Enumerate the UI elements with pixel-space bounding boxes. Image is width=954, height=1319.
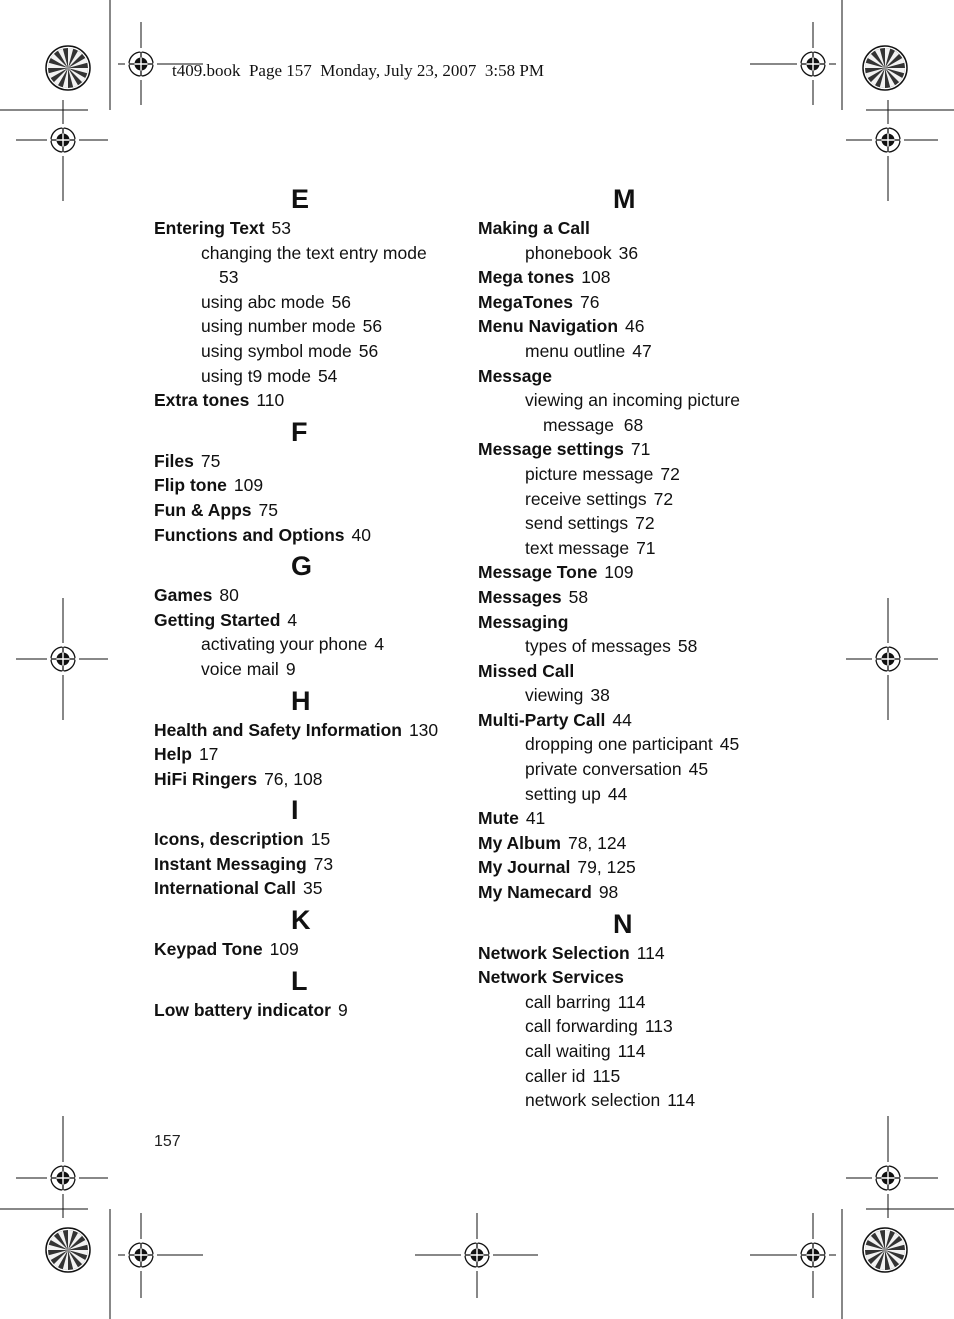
index-page-ref: 53 — [219, 267, 239, 288]
index-page-ref: 44 — [612, 709, 632, 730]
book-header: t409.book Page 157 Monday, July 23, 2007 3:58 PM — [172, 61, 544, 80]
index-page-ref: 75 — [200, 450, 221, 471]
index-subterm: voice mail — [201, 658, 279, 679]
index-page-ref: 76, 108 — [264, 768, 323, 789]
index-term: Instant Messaging — [154, 853, 307, 874]
index-term: Flip tone — [154, 475, 227, 496]
index-page-ref: 78, 124 — [567, 832, 627, 853]
index-page-ref: 114 — [617, 1041, 646, 1061]
index-entry — [154, 998, 454, 1023]
index-term: Messaging — [478, 611, 569, 632]
index-subterm: viewing — [525, 685, 584, 706]
index-subterm: call barring — [525, 991, 611, 1012]
index-subterm: activating your phone — [201, 634, 368, 655]
index-subterm: types of messages — [525, 636, 671, 657]
index-term: My Album — [478, 832, 561, 853]
index-term: Network Services — [478, 967, 624, 988]
index-subentry — [154, 657, 454, 682]
index-entry — [154, 876, 454, 901]
index-subentry — [478, 1014, 778, 1039]
index-letter-heading: F — [291, 416, 308, 447]
index-subterm: send settings — [525, 513, 629, 534]
index-page-ref: 130 — [408, 719, 439, 740]
index-entry — [154, 827, 454, 852]
index-subentry — [478, 487, 778, 512]
index-term: Games — [154, 585, 213, 606]
index-page-ref: 113 — [644, 1016, 673, 1037]
index-entry — [154, 937, 454, 962]
index-page-ref: 17 — [198, 744, 219, 765]
index-page-ref: 115 — [592, 1065, 621, 1086]
index-letter-heading: I — [291, 795, 299, 826]
index-term: Network Selection — [478, 942, 630, 963]
index-subterm: using abc mode — [201, 291, 325, 312]
index-page-ref: 75 — [258, 499, 279, 520]
index-subentry — [154, 290, 454, 315]
index-letter-heading: L — [291, 965, 308, 996]
index-subentry — [478, 1039, 778, 1064]
index-subentry — [478, 241, 778, 266]
index-subentry — [478, 462, 778, 487]
index-subterm: caller id — [525, 1065, 586, 1086]
index-page-ref: 109 — [269, 939, 299, 960]
index-entry — [154, 742, 454, 767]
index-subentry — [478, 388, 778, 413]
index-entry — [478, 265, 778, 290]
index-subentry — [478, 536, 778, 561]
index-entry — [478, 560, 778, 585]
index-page-ref: 80 — [219, 585, 239, 606]
index-page-ref: 76 — [579, 291, 600, 312]
index-entry — [478, 831, 778, 856]
index-page-ref: 79, 125 — [577, 857, 636, 878]
index-entry — [478, 880, 778, 905]
index-page-ref: 58 — [568, 586, 589, 607]
index-entry — [478, 314, 778, 339]
index-page-ref: 41 — [525, 808, 546, 829]
index-entry — [154, 216, 454, 241]
index-term: Icons, description — [154, 829, 304, 850]
index-subterm: picture message — [525, 463, 654, 484]
index-term: MegaTones — [478, 291, 573, 312]
index-subterm: viewing an incoming picture — [525, 390, 740, 411]
index-subterm: network selection — [525, 1090, 661, 1111]
index-subentry-continuation — [154, 265, 454, 290]
index-page-ref: 9 — [285, 658, 296, 679]
index-page-ref: 35 — [302, 878, 323, 899]
index-term: Health and Safety Information — [154, 719, 402, 740]
index-subentry — [478, 683, 778, 708]
index-term: Mega tones — [478, 267, 575, 288]
index-subterm: receive settings — [525, 488, 647, 509]
index-term: Low battery indicator — [154, 999, 331, 1020]
index-page-ref: 47 — [632, 340, 652, 361]
index-page-ref: 72 — [635, 513, 655, 534]
index-term: Menu Navigation — [478, 316, 619, 337]
index-page-ref: 56 — [331, 291, 352, 312]
index-subentry — [478, 339, 778, 364]
index-term: Message — [478, 365, 552, 386]
index-entry — [154, 388, 454, 413]
index-subterm: dropping one participant — [525, 734, 713, 755]
index-subentry — [478, 1088, 778, 1113]
index-page-ref: 72 — [653, 488, 674, 509]
index-entry — [154, 608, 454, 633]
index-subentry — [478, 732, 778, 757]
index-subterm: using symbol mode — [201, 340, 352, 361]
index-entry — [478, 941, 778, 966]
index-subterm: menu outline — [525, 340, 626, 361]
index-term: Missed Call — [478, 660, 575, 681]
index-page-ref: 56 — [358, 340, 379, 361]
index-page-ref: 109 — [233, 475, 264, 496]
index-page-ref: 73 — [313, 853, 334, 874]
index-term: Multi-Party Call — [478, 709, 606, 730]
index-page-ref: 110 — [256, 390, 285, 411]
index-page-ref: 38 — [590, 685, 610, 706]
index-subentry — [154, 632, 454, 657]
index-subterm: changing the text entry mode — [201, 242, 427, 263]
index-term: Mute — [478, 808, 519, 829]
index-subentry — [154, 241, 454, 266]
index-entry — [478, 806, 778, 831]
index-page-ref: 114 — [667, 1090, 696, 1111]
index-subentry — [478, 757, 778, 782]
index-entry — [154, 583, 454, 608]
index-subterm: private conversation — [525, 759, 682, 780]
index-page-ref: 109 — [604, 562, 634, 583]
index-page-ref: 44 — [607, 783, 628, 804]
index-term: Extra tones — [154, 390, 250, 411]
index-term: Fun & Apps — [154, 499, 252, 520]
index-entry — [478, 965, 778, 990]
index-letter-heading: M — [613, 184, 636, 214]
index-entry — [478, 708, 778, 733]
index-term: International Call — [154, 878, 296, 899]
index-term: Messages — [478, 586, 562, 607]
index-page-ref: 9 — [337, 999, 348, 1020]
index-entry — [154, 449, 454, 474]
index-subterm: phonebook — [525, 242, 612, 263]
index-subterm: using t9 mode — [201, 365, 311, 386]
index-entry — [154, 852, 454, 877]
index-subentry — [154, 364, 454, 389]
index-page-ref: 71 — [636, 537, 656, 558]
index-page-ref: 114 — [636, 942, 665, 963]
index-page-ref: 45 — [719, 734, 740, 755]
index-page-ref: 46 — [625, 316, 645, 337]
index-page-ref: 56 — [362, 316, 383, 337]
index-term: My Namecard — [478, 882, 592, 903]
index-subentry — [478, 634, 778, 659]
index-term: Keypad Tone — [154, 939, 263, 960]
index-letter-heading: N — [613, 908, 633, 939]
index-page-ref: 98 — [598, 882, 619, 903]
index-entry — [478, 437, 778, 462]
index-subterm: call forwarding — [525, 1016, 638, 1037]
index-subterm: call waiting — [525, 1041, 611, 1061]
index-term: Message settings — [478, 439, 624, 460]
index-page-ref: 71 — [630, 439, 651, 460]
index-term: HiFi Ringers — [154, 768, 258, 789]
index-entry — [154, 498, 454, 523]
index-entry — [154, 473, 454, 498]
index-entry — [154, 767, 454, 792]
index-page-ref: 4 — [374, 634, 385, 655]
index-page-ref: 114 — [617, 991, 646, 1012]
index-page-ref: 58 — [677, 636, 698, 657]
index-term: Functions and Options — [154, 524, 345, 545]
index-entry — [478, 659, 778, 684]
index-subentry-continuation — [478, 413, 778, 438]
index-subterm: setting up — [525, 783, 601, 804]
index-term: My Journal — [478, 857, 571, 878]
index-term: Message Tone — [478, 562, 598, 583]
index-letter-heading: H — [291, 685, 311, 716]
index-subterm: using number mode — [201, 316, 356, 337]
index-entry — [478, 364, 778, 389]
index-page-ref: message 68 — [543, 414, 644, 435]
index-entry — [478, 855, 778, 880]
index-entry — [478, 585, 778, 610]
index-term: Entering Text — [154, 218, 265, 238]
page-number: 157 — [154, 1133, 181, 1150]
index-term: Files — [154, 450, 194, 471]
index-page-ref: 108 — [581, 267, 611, 288]
index-page-ref: 40 — [351, 524, 372, 545]
index-entry — [478, 216, 778, 241]
index-letter-heading: E — [291, 184, 310, 214]
index-subentry — [154, 314, 454, 339]
index-column-right — [478, 180, 778, 1113]
index-letter-heading: G — [291, 551, 313, 582]
index-page-ref: 72 — [660, 463, 680, 484]
index-entry — [478, 610, 778, 635]
index-subentry — [478, 990, 778, 1015]
index-entry — [154, 523, 454, 548]
index-page-ref: 54 — [317, 365, 338, 386]
index-subentry — [478, 782, 778, 807]
index-term: Help — [154, 744, 192, 765]
index-page-ref: 15 — [310, 829, 331, 850]
index-page-ref: 4 — [287, 609, 298, 630]
index-letter-heading: K — [291, 905, 311, 936]
index-subentry — [478, 511, 778, 536]
index-subentry — [478, 1064, 778, 1089]
index-column-left — [154, 180, 454, 1022]
index-page-ref: 36 — [618, 242, 639, 263]
index-page-ref: 45 — [688, 759, 709, 780]
index-entry — [154, 718, 454, 743]
index-term: Making a Call — [478, 218, 590, 238]
index-subterm: text message — [525, 537, 630, 558]
index-entry — [478, 290, 778, 315]
index-term: Getting Started — [154, 609, 281, 630]
index-page-ref: 53 — [271, 218, 291, 238]
index-subentry — [154, 339, 454, 364]
